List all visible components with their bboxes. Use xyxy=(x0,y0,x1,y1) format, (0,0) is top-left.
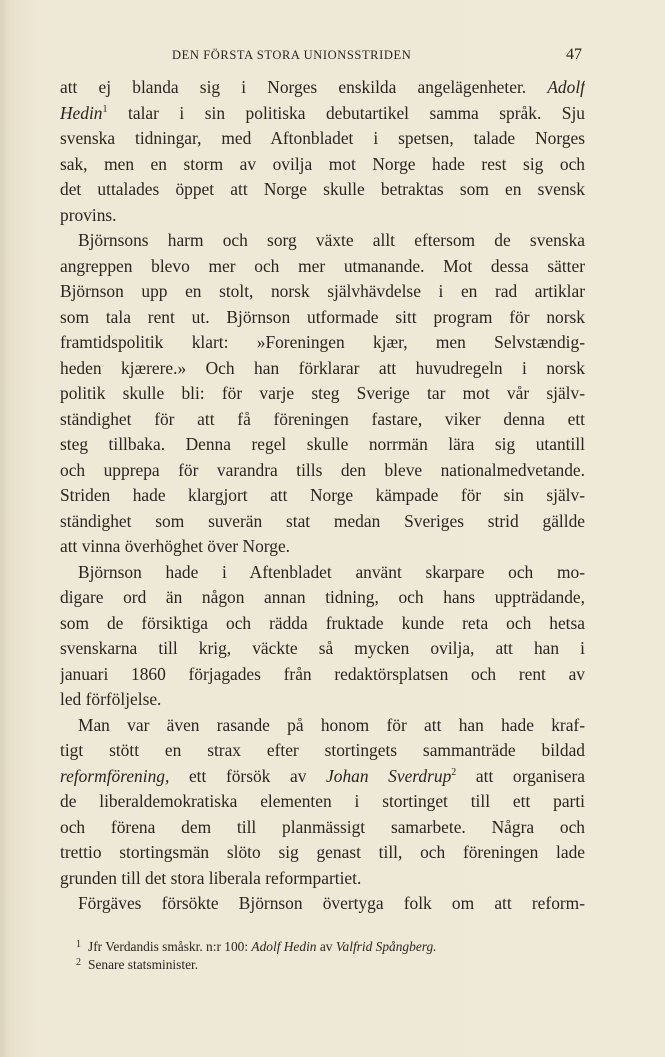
text-line: grunden till det stora liberala reformpartiet. xyxy=(60,867,362,888)
text-line: de liberaldemokratiska elementen i stortinget till ett parti xyxy=(60,791,585,811)
footnote-ref: 1 xyxy=(102,103,108,115)
text-line: heden kjærere.» Och han förklarar att huvudregeln i norsk xyxy=(60,357,585,378)
text-line: Förgäves försökte Björnson övertyga folk om att reform- xyxy=(78,893,585,913)
body-text xyxy=(60,75,585,917)
italic-name: Valfrid Spångberg. xyxy=(335,939,437,954)
text-line: reformförening, ett försök av Johan Sverdrup$^2$ att organisera xyxy=(60,765,585,786)
text-line: framtidspolitik klart: »Foreningen kjær, men Selvstændig- xyxy=(60,332,585,352)
text-line: provins. xyxy=(60,204,117,225)
footnote-ref: 2 xyxy=(451,766,457,778)
text-line: som tala rent ut. Björnson utformade sitt program för norsk xyxy=(60,306,585,327)
text-line: politik skulle bli: för varje steg Sverige tar mot vår själv- xyxy=(60,383,585,403)
text-line: tigt stött en strax efter stortingets sammanträde bildad xyxy=(60,740,585,760)
footnote-mark: 2 xyxy=(76,957,81,968)
text-line: januari 1860 förjagades från redaktörsplatsen och rent av xyxy=(60,663,585,684)
text-line: svenskarna till krig, väckte så mycken ovilja, att han i xyxy=(60,638,585,658)
italic-term: reformförening, xyxy=(60,765,170,786)
text-line: Björnsons harm och sorg växte allt eftersom de svenska xyxy=(78,230,585,250)
text-line: och upprepa för varandra tills den bleve nationalmedvetande. xyxy=(60,459,585,480)
italic-name: Adolf Hedin xyxy=(251,939,317,954)
text-line: som de försiktiga och rädda fruktade kunde reta och hetsa xyxy=(60,612,585,633)
text-line: Björnson hade i Aftenbladet använt skarpare och mo- xyxy=(78,561,585,582)
italic-name: Johan Sverdrup xyxy=(326,765,452,786)
text-line: Striden hade klargjort att Norge kämpade för sin själv- xyxy=(60,485,585,505)
text-line: Björnson upp en stolt, norsk självhävdelse i en rad artiklar xyxy=(60,281,585,301)
running-head: DEN FÖRSTA STORA UNIONSSTRIDEN xyxy=(172,48,412,62)
page-number: 47 xyxy=(566,46,582,63)
text-line: att vinna överhöghet över Norge. xyxy=(60,536,291,556)
footnote: 2 Senare statsminister. xyxy=(76,957,199,972)
text-line: svenska tidningar, med Aftonbladet i spetsen, talade Norges xyxy=(60,128,585,148)
text-line: ständighet för att få föreningen fastare, viker denna ett xyxy=(60,408,585,429)
italic-name: Adolf xyxy=(547,77,585,97)
italic-name: Hedin xyxy=(60,102,103,123)
text-line: angreppen blevo mer och mer utmanande. Mot dessa sätter xyxy=(60,255,585,276)
text-line: Man var även rasande på honom för att han hade kraf- xyxy=(78,714,585,735)
footnotes xyxy=(76,938,585,974)
text-line: trettio stortingsmän slöto sig genast till, och föreningen lade xyxy=(60,842,585,862)
text-line: Hedin$^1$ talar i sin politiska debutartikel samma språk. Sju xyxy=(60,102,585,123)
text-line: steg tillbaka. Denna regel skulle norrmän lära sig utantill xyxy=(60,434,585,454)
footnote: 1 Jfr Verdandis småskr. n:r 100: Adolf Hedin av Valfrid Spångberg. xyxy=(76,939,437,954)
text-line: att ej blanda sig i Norges enskilda angelägenheter. Adolf xyxy=(60,77,585,97)
text-line: det uttalades öppet att Norge skulle betraktas som en svensk xyxy=(60,179,585,199)
page-header xyxy=(60,46,585,66)
text-line: och förena dem till planmässigt samarbete. Några och xyxy=(60,816,585,837)
text-line: led förföljelse. xyxy=(60,689,162,709)
text-line: digare ord än någon annan tidning, och hans uppträdande, xyxy=(60,587,585,607)
footnote-mark: 1 xyxy=(76,939,81,950)
text-line: ständighet som suverän stat medan Sveriges strid gällde xyxy=(60,510,585,531)
text-line: sak, men en storm av ovilja mot Norge hade rest sig och xyxy=(60,153,585,174)
